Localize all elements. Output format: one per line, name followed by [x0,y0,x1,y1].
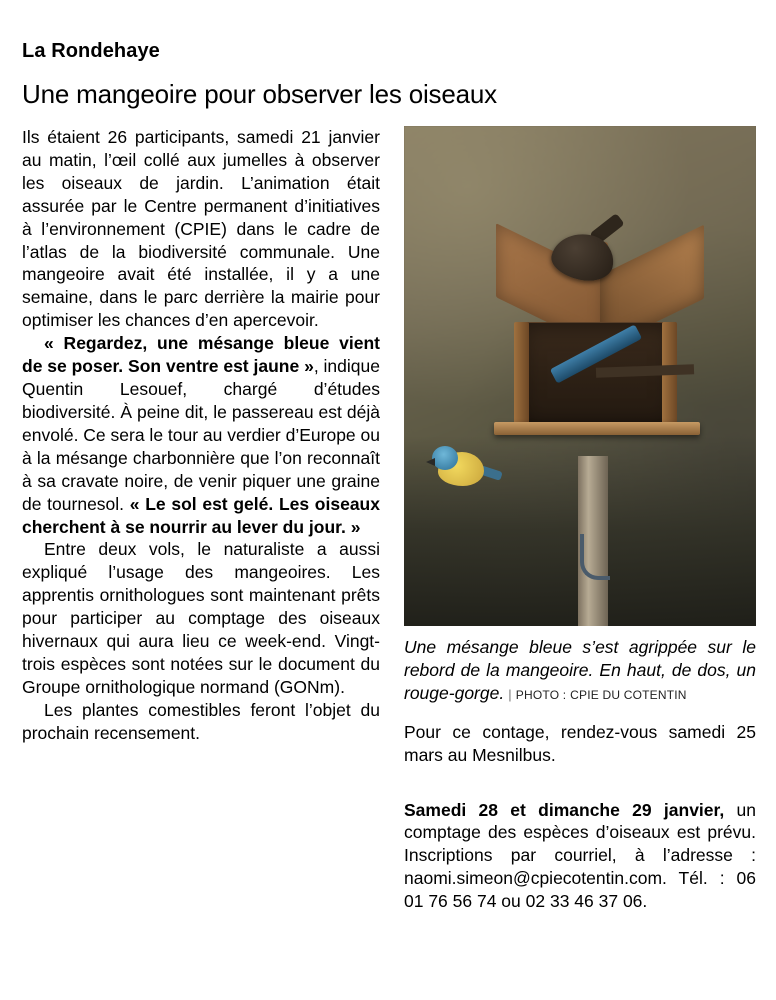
left-text-column [22,126,380,745]
right-paragraph-1: Pour ce contage, rendez-vous samedi 25 mars au Mesnilbus. [404,721,756,765]
right-paragraph-2 [404,799,756,914]
feeder-post-right [662,322,677,432]
pull-quote-a: « Regardez, une mésange bleue vient de se poser. Son ventre est jaune » [22,333,380,377]
paragraph-2 [22,332,380,538]
pull-quote-b: « Le sol est gelé. Les oiseaux cherchent à se nourrir au lever du jour. » [22,493,380,537]
paragraph-spacer [404,767,756,783]
feeder-perch [596,364,694,377]
feeder-post-left [514,322,529,432]
paragraph-3: Entre deux vols, le naturaliste a aussi expliqué l’usage des mangeoires. Les apprentis ornithologues sont maintenant prêts pour participer au comptage des oiseaux hivernaux qui aura lieu ce week-end. Vingt-trois espèces sont notées sur le document du Groupe ornithologique normand (GONm). [22,539,380,698]
paragraph-1: Ils étaient 26 participants, samedi 21 janvier au matin, l’œil collé aux jumelles à observer les oiseaux de jardin. L’animation était assurée par le Centre permanent d’initiatives à l’environnement (CPIE) dans le cadre de l’atlas de la biodiversité communale. Une mangeoire avait été installée, il y a une semaine, dans le parc derrière la mairie pour optimiser les chances d’en apercevoir. [22,126,380,331]
blue-tit-beak [426,458,435,466]
right-paragraph-2-bold: Samedi 28 et dimanche 29 janvier, [404,799,725,820]
right-column [404,126,756,913]
right-paragraph-2-rest: un comptage des espèces d’oiseaux est prévu. Inscriptions par courriel, à l’adresse : naomi.simeon@cpiecotentin.com. Tél. : 06 01 76 56 74 ou 02 33 46 37 06. [404,799,756,912]
photo-caption [404,636,756,705]
photo-credit [504,687,686,702]
right-column-text [404,721,756,913]
article-columns [22,126,754,913]
blue-tit-bird [432,446,488,488]
page-title: Une mangeoire pour observer les oiseaux [22,79,497,109]
paragraph-4: Les plantes comestibles feront l’objet du prochain recensement. [22,699,380,743]
feeder-tray [494,422,700,435]
article-photo [404,126,756,626]
paragraph-2-rest: , indique Quentin Lesouef, chargé d’études biodiversité. À peine dit, le passereau est déjà envolé. Ce sera le tour au verdier d’Europe ou à la mésange charbonnière que l’on reconnaît à sa cravate noire, de venir piquer une graine de tournesol. [22,356,380,514]
credit-separator: | [508,686,512,702]
credit-source: CPIE DU COTENTIN [570,687,687,702]
blue-tit-head [432,446,458,470]
photo-caption-text: Une mésange bleue s’est agrippée sur le rebord de la mangeoire. En haut, de dos, un rouge-gorge. [404,636,756,703]
credit-label: PHOTO : [515,687,567,702]
metal-hook-icon [580,534,610,580]
article-kicker: La Rondehaye [22,40,160,62]
